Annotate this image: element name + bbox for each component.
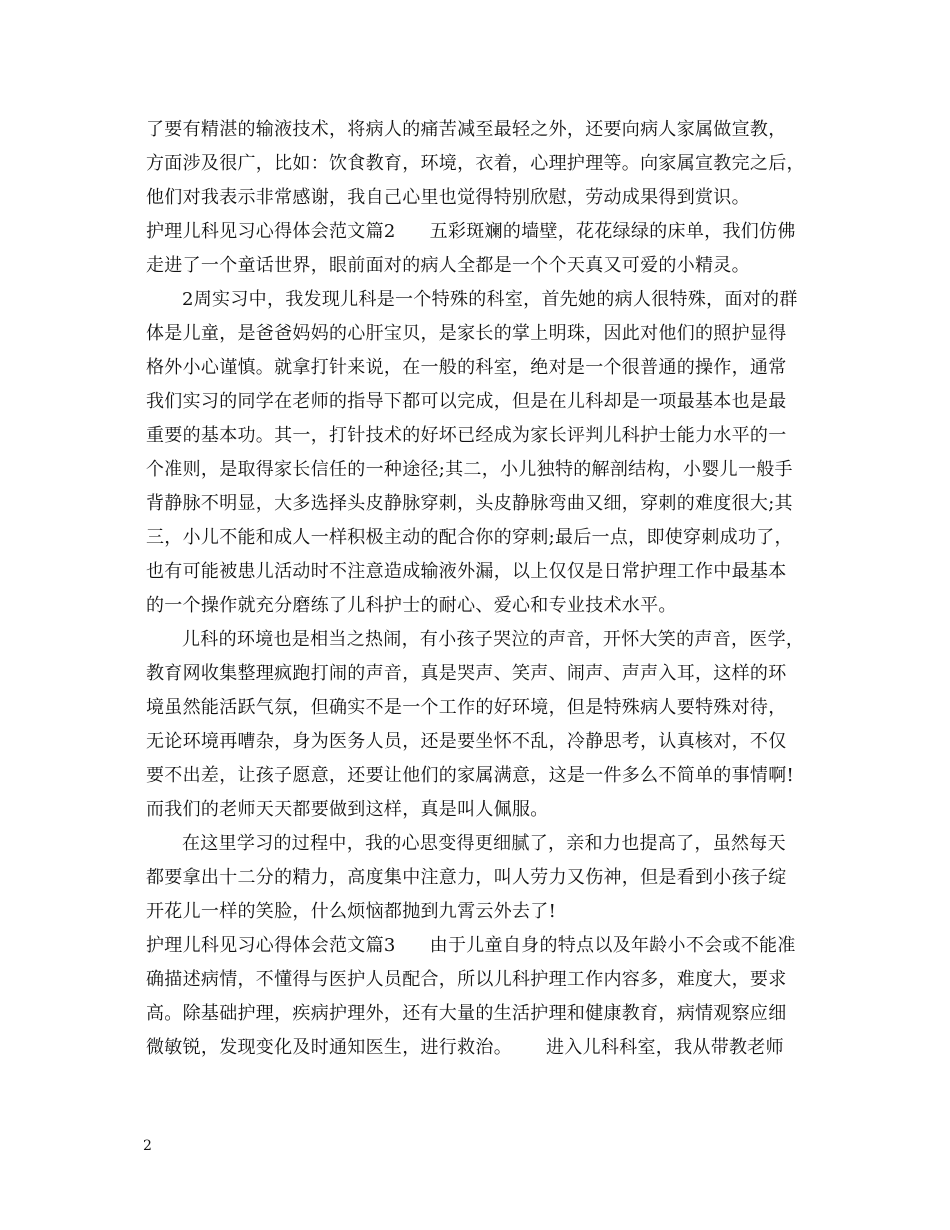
text-line: 了要有精湛的输液技术，将病人的痛苦减至最轻之外，还要向病人家属做宣教，: [146, 119, 787, 140]
text-line: 都要拿出十二分的精力，高度集中注意力，叫人劳力又伤神，但是看到小孩子绽: [146, 867, 787, 888]
text-line: 也有可能被患儿活动时不注意造成输液外漏，以上仅仅是日常护理工作中最基本: [146, 561, 787, 582]
page-number: 2: [143, 1138, 152, 1154]
text-line: 教育网收集整理疯跑打闹的声音，真是哭声、笑声、闹声、声声入耳，这样的环: [146, 663, 787, 684]
text-line: 方面涉及很广，比如：饮食教育，环境，衣着，心理护理等。向家属宣教完之后，: [146, 153, 805, 174]
text-line: 确描述病情，不懂得与医护人员配合，所以儿科护理工作内容多，难度大，要求: [146, 969, 787, 990]
paragraph-first-line: 儿科的环境也是相当之热闹，有小孩子哭泣的声音，开怀大笑的声音，医学，: [182, 629, 805, 650]
text-line: 体是儿童，是爸爸妈妈的心肝宝贝，是家长的掌上明珠，因此对他们的照护显得: [146, 323, 787, 344]
text-line: 要不出差，让孩子愿意，还要让他们的家属满意，这是一件多么不简单的事情啊!: [146, 765, 795, 786]
text-line: 而我们的老师天天都要做到这样，真是叫人佩服。: [146, 799, 549, 820]
text-line-final: [146, 1031, 814, 1065]
paragraph-first-line: 2周实习中，我发现儿科是一个特殊的科室，首先她的病人很特殊，面对的群: [182, 289, 798, 310]
text-line: 他们对我表示非常感谢，我自己心里也觉得特别欣慰，劳动成果得到赏识。: [146, 187, 750, 208]
section-heading-2: [146, 215, 814, 249]
final-line-part-b: 进入儿科科室，我从带教老师: [546, 1037, 784, 1058]
text-line: 格外小心谨慎。就拿打针来说，在一般的科室，绝对是一个很普通的操作，通常: [146, 357, 787, 378]
text-line: 重要的基本功。其一，打针技术的好坏已经成为家长评判儿科护士能力水平的一: [146, 425, 787, 446]
text-line: 的一个操作就充分磨练了儿科护士的耐心、爱心和专业技术水平。: [146, 595, 677, 616]
paragraph-first-line: 在这里学习的过程中，我的心思变得更细腻了，亲和力也提高了，虽然每天: [182, 833, 786, 854]
text-line: 背静脉不明显，大多选择头皮静脉穿刺，头皮静脉弯曲又细，穿刺的难度很大;其: [146, 493, 793, 514]
text-line: 境虽然能活跃气氛，但确实不是一个工作的好环境，但是特殊病人要特殊对待，: [146, 697, 787, 718]
heading-3-title: 护理儿科见习心得体会范文篇3: [146, 935, 396, 956]
text-line: 三，小儿不能和成人一样积极主动的配合你的穿刺;最后一点，即使穿刺成功了，: [146, 527, 793, 548]
text-line: 高。除基础护理，疾病护理外，还有大量的生活护理和健康教育，病情观察应细: [146, 1003, 787, 1024]
text-line: 个准则，是取得家长信任的一种途径;其二，小儿独特的解剖结构，小婴儿一般手: [146, 459, 793, 480]
section-heading-3: [146, 929, 814, 963]
text-line: 开花儿一样的笑脸，什么烦恼都抛到九霄云外去了!: [146, 901, 557, 922]
text-line: 走进了一个童话世界，眼前面对的病人全都是一个个天真又可爱的小精灵。: [146, 255, 750, 276]
final-line-part-a: 微敏锐，发现变化及时通知医生，进行救治。: [146, 1037, 512, 1058]
heading-2-text: 五彩斑斓的墙壁，花花绿绿的床单，我们仿佛: [429, 221, 796, 242]
heading-2-title: 护理儿科见习心得体会范文篇2: [146, 221, 396, 242]
text-line: 我们实习的同学在老师的指导下都可以完成，但是在儿科却是一项最基本也是最: [146, 391, 787, 412]
text-line: 无论环境再嘈杂，身为医务人员，还是要坐怀不乱，冷静思考，认真核对，不仅: [146, 731, 787, 752]
document-body: [146, 113, 814, 1065]
heading-3-text: 由于儿童自身的特点以及年龄小不会或不能准: [429, 935, 796, 956]
